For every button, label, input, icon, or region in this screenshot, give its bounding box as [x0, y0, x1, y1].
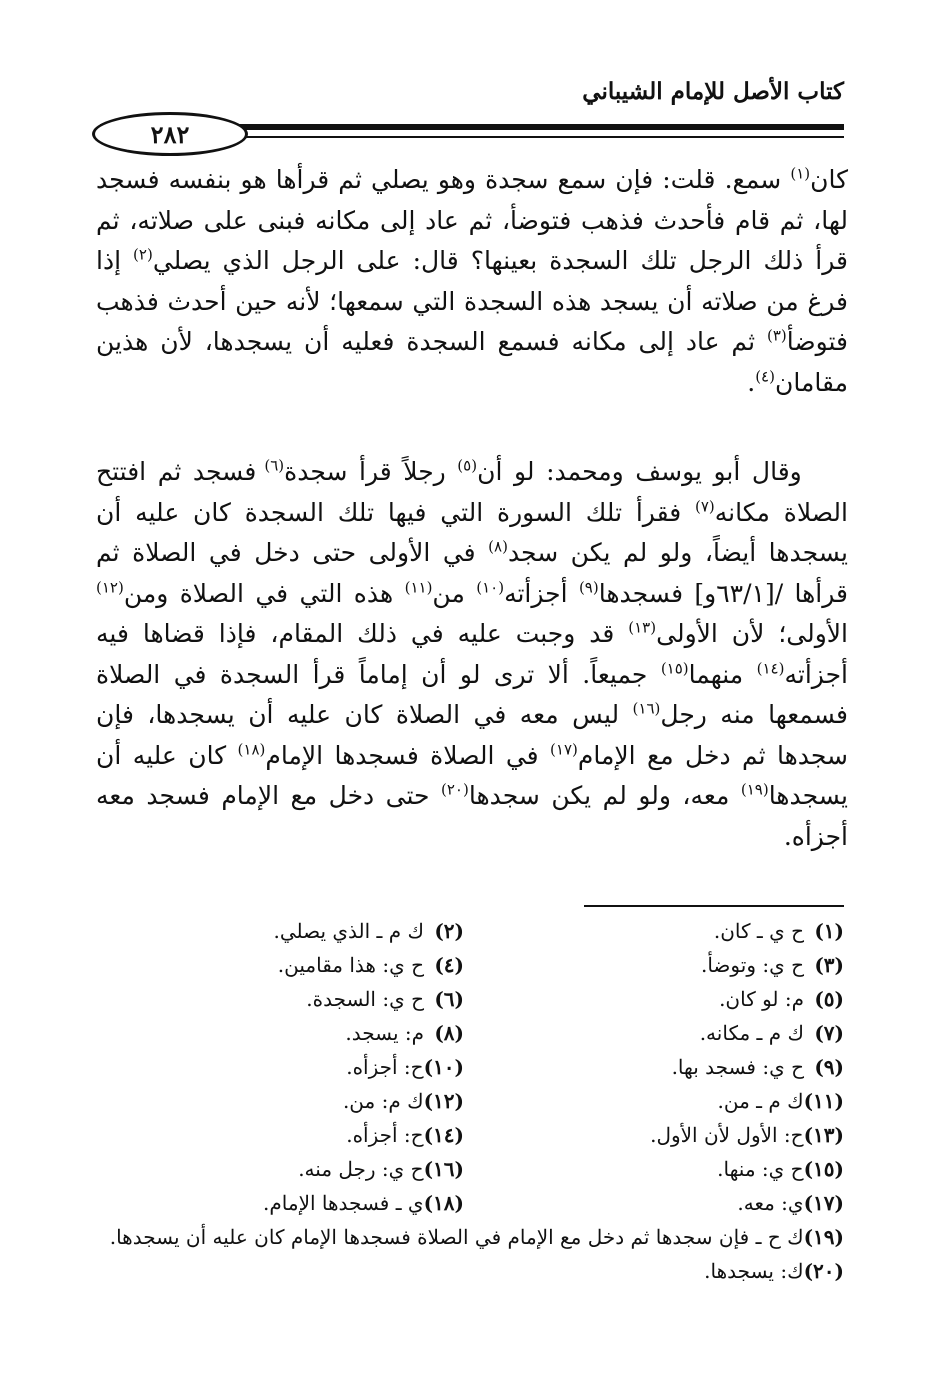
footnote-reference: (٨) [488, 537, 508, 556]
footnote-number: (٢) [434, 919, 464, 943]
footnote-reference: (١٠) [476, 578, 505, 597]
footnote-text: م: يسجد. [345, 1021, 424, 1045]
footnote-separator [584, 905, 844, 907]
footnote-item [464, 1118, 844, 1152]
footnote-text: ك م ـ مكانه. [699, 1021, 804, 1045]
footnote-reference: (١٣) [628, 618, 657, 637]
footnote-item [464, 1016, 844, 1050]
footnote-number: (١٧) [803, 1191, 844, 1215]
paragraph-text: أجزأته [504, 578, 579, 608]
page-number-badge: ٢٨٢ [92, 112, 248, 156]
body-paragraph [96, 160, 848, 403]
footnote-text: ك م ـ الذي يصلي. [273, 919, 424, 943]
footnote-text: ح: أجزأه. [346, 1055, 424, 1079]
footnote-item [84, 914, 464, 948]
footnote-text: ي ـ فسجدها الإمام. [263, 1191, 424, 1215]
footnote-number: (١٦) [423, 1157, 464, 1181]
paragraph-text: معه، ولو لم يكن سجدها [468, 781, 741, 810]
footnotes-full-width [84, 1220, 844, 1288]
footnote-reference: (١١) [404, 578, 433, 597]
footnote-reference: (٤) [755, 367, 775, 386]
footnotes-grid [84, 914, 844, 1220]
footnote-reference: (١٧) [550, 740, 578, 759]
footnote-item [84, 1152, 464, 1186]
paragraph-text: وقال أبو يوسف ومحمد: لو أن [477, 457, 849, 486]
paragraph-text: منهما [688, 659, 757, 689]
footnote-text: ح ي: فسجد بها. [671, 1055, 804, 1079]
footnote-number: (١٥) [803, 1157, 844, 1181]
footnote-number: (٨) [434, 1021, 464, 1045]
paragraph-text: الأولى؛ لأن الأولى [656, 619, 849, 648]
footnote-item [84, 1118, 464, 1152]
footnote-number: (١٣) [803, 1123, 844, 1147]
footnote-number: (١) [814, 919, 844, 943]
body-paragraph [96, 452, 848, 857]
footnote-reference: (١٥) [660, 659, 689, 678]
footnote-reference: (١٢) [96, 578, 124, 597]
footnote-item [84, 982, 464, 1016]
footnote-number: (٩) [814, 1055, 844, 1079]
footnote-text: ح ي: هذا مقامين. [277, 953, 424, 977]
paragraph-text: إذا فرغ من صلاته أن يسجد هذه السجدة التي سمعها؛ لأنه حين أحدث فذهب فتوضأ [96, 246, 848, 356]
footnote-item [84, 1084, 464, 1118]
footnote-reference: (١٨) [237, 740, 266, 759]
footnote-text: ك: يسجدها. [704, 1259, 804, 1283]
footnote-number: (١١) [803, 1089, 844, 1113]
footnote-text: ح ي: منها. [717, 1157, 804, 1181]
footnote-item [84, 1186, 464, 1220]
footnote-text: ك ح ـ فإن سجدها ثم دخل مع الإمام في الصلاة فسجدها الإمام كان عليه أن يسجدها. [109, 1225, 804, 1249]
footnote-number: (١٩) [803, 1225, 844, 1249]
footnote-item [464, 1152, 844, 1186]
footnote-item [464, 1186, 844, 1220]
paragraph-text: فسجد ثم افتتح الصلاة مكانه [96, 457, 848, 527]
footnote-number: (٥) [814, 987, 844, 1011]
paragraph-text: قد وجبت عليه في ذلك المقام، فإذا قضاها فيه أجزأته [96, 619, 848, 689]
footnote-text: ح: أجزأه. [346, 1123, 424, 1147]
footnote-reference: (٢٠) [441, 780, 469, 799]
footnote-item [84, 1254, 844, 1288]
paragraph-text: هذه التي في الصلاة ومن [123, 578, 405, 608]
footnote-item [84, 1220, 844, 1254]
paragraph-text: حتى دخل مع الإمام فسجد معه أجزأه. [96, 781, 848, 851]
footnote-reference: (٢) [133, 245, 153, 264]
footnote-reference: (١٤) [756, 659, 785, 678]
paragraph-text: سمع. قلت: فإن سمع سجدة وهو يصلي ثم قرأها هو بنفسه فسجد لها، ثم قام فأحدث فذهب فتوضأ، ثم عاد إلى مكانه فبنى على صلاته، ثم قرأ ذلك الرجل تلك السجدة بعينها؟ قال: على الرجل الذي يصلي [96, 165, 848, 275]
footnote-text: ح: الأول لأن الأول. [650, 1123, 804, 1147]
footnote-number: (٤) [434, 953, 464, 977]
footnote-number: (١٨) [423, 1191, 464, 1215]
footnote-number: (٣) [814, 953, 844, 977]
footnote-number: (١٠) [423, 1055, 464, 1079]
footnote-item [464, 1050, 844, 1084]
footnote-item [84, 1016, 464, 1050]
footnote-text: ك م ـ من. [717, 1089, 804, 1113]
footnote-text: ح ي: السجدة. [306, 987, 424, 1011]
footnote-text: ي: معه. [737, 1191, 804, 1215]
paragraph-text: ثم عاد إلى مكانه فسمع السجدة فعليه أن يسجدها، لأن هذين مقامان [96, 327, 848, 397]
paragraph-text: في الأولى حتى دخل في الصلاة ثم قرأها /[٦٣/١و] فسجدها [96, 538, 848, 608]
footnote-reference: (٦) [264, 456, 285, 475]
paragraph-text: . [747, 367, 756, 397]
footnote-text: ح ي ـ كان. [713, 919, 804, 943]
footnote-reference: (٩) [578, 578, 599, 597]
footnote-number: (٢٠) [803, 1259, 844, 1283]
paragraph-text: فقرأ تلك السورة التي فيها تلك السجدة كان عليه أن يسجدها أيضاً، ولو لم يكن سجد [96, 497, 848, 567]
footnote-text: ح ي: رجل منه. [298, 1157, 424, 1181]
page-header-title: كتاب الأصل للإمام الشيباني [582, 78, 844, 105]
footnote-text: م: لو كان. [719, 987, 804, 1011]
footnote-reference: (٧) [694, 497, 715, 516]
footnote-item [464, 948, 844, 982]
footnote-text: ك م: من. [342, 1089, 424, 1113]
paragraph-text: كان عليه أن يسجدها [96, 740, 849, 810]
footnote-item [84, 948, 464, 982]
paragraph-text: في الصلاة فسجدها الإمام [265, 740, 551, 770]
footnote-reference: (١٦) [632, 699, 661, 718]
footnote-number: (١٤) [423, 1123, 464, 1147]
paragraph-text: رجلاً قرأ سجدة [284, 457, 458, 486]
footnote-number: (٧) [814, 1021, 844, 1045]
footnote-item [464, 914, 844, 948]
paragraph-text: كان [810, 165, 848, 194]
paragraph-text: من [432, 578, 477, 608]
footnote-item [84, 1050, 464, 1084]
footnote-reference: (٥) [457, 456, 478, 475]
footnote-number: (١٢) [423, 1089, 464, 1113]
footnotes-section [84, 914, 844, 1288]
footnote-number: (٦) [434, 987, 464, 1011]
footnote-item [464, 982, 844, 1016]
footnote-text: ح ي: وتوضأ. [700, 953, 804, 977]
footnote-reference: (٣) [766, 326, 787, 345]
footnote-item [464, 1084, 844, 1118]
paragraph-text: جميعاً. ألا ترى لو أن إماماً قرأ السجدة في الصلاة فسمعها منه رجل [96, 659, 848, 729]
footnote-reference: (١٩) [740, 780, 769, 799]
footnote-reference: (١) [790, 164, 811, 183]
paragraph-text: ليس معه في الصلاة كان عليه أن يسجدها، فإن سجدها ثم دخل مع الإمام [96, 700, 848, 770]
